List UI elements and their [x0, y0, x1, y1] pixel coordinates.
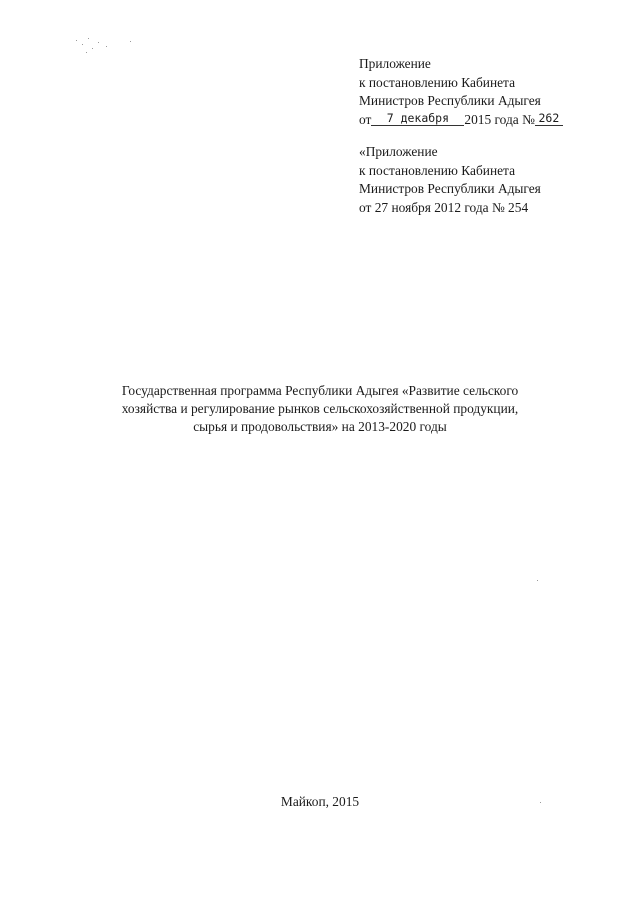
original-line-1: «Приложение	[359, 144, 438, 159]
approval-block	[359, 55, 563, 129]
scan-artifact	[130, 41, 131, 42]
program-title-line-2: хозяйства и регулирование рынков сельскохозяйственной продукции,	[121, 401, 519, 417]
scan-artifact	[82, 44, 83, 45]
scan-artifact	[106, 46, 107, 47]
year-text: 2015 года №	[464, 111, 535, 127]
handwritten-number: 262	[535, 112, 563, 126]
approval-line-3: Министров Республики Адыгея	[359, 93, 541, 109]
handwritten-date: 7 декабря	[371, 112, 464, 126]
approval-line-1: Приложение	[359, 56, 431, 71]
approval-line-2: к постановлению Кабинета	[359, 74, 516, 90]
program-title-line-3: сырья и продовольствия» на 2013-2020 годы	[193, 419, 447, 435]
scan-artifact	[88, 38, 89, 39]
scan-artifact	[76, 40, 77, 41]
program-title-line-1: Государственная программа Республики Адыгея «Развитие сельского	[121, 383, 519, 398]
original-line-2: к постановлению Кабинета	[359, 162, 516, 178]
scan-artifact	[86, 52, 87, 53]
place-year: Майкоп, 2015	[280, 794, 360, 809]
original-line-4: от 27 ноября 2012 года № 254	[359, 199, 529, 215]
original-resolution-block	[359, 143, 541, 217]
program-title	[100, 382, 540, 437]
scan-artifact	[98, 42, 99, 43]
scan-artifact	[92, 48, 93, 49]
original-line-3: Министров Республики Адыгея	[359, 181, 541, 197]
approval-date-line	[359, 111, 563, 130]
date-prefix: от	[359, 111, 372, 127]
scan-artifact	[537, 580, 538, 581]
